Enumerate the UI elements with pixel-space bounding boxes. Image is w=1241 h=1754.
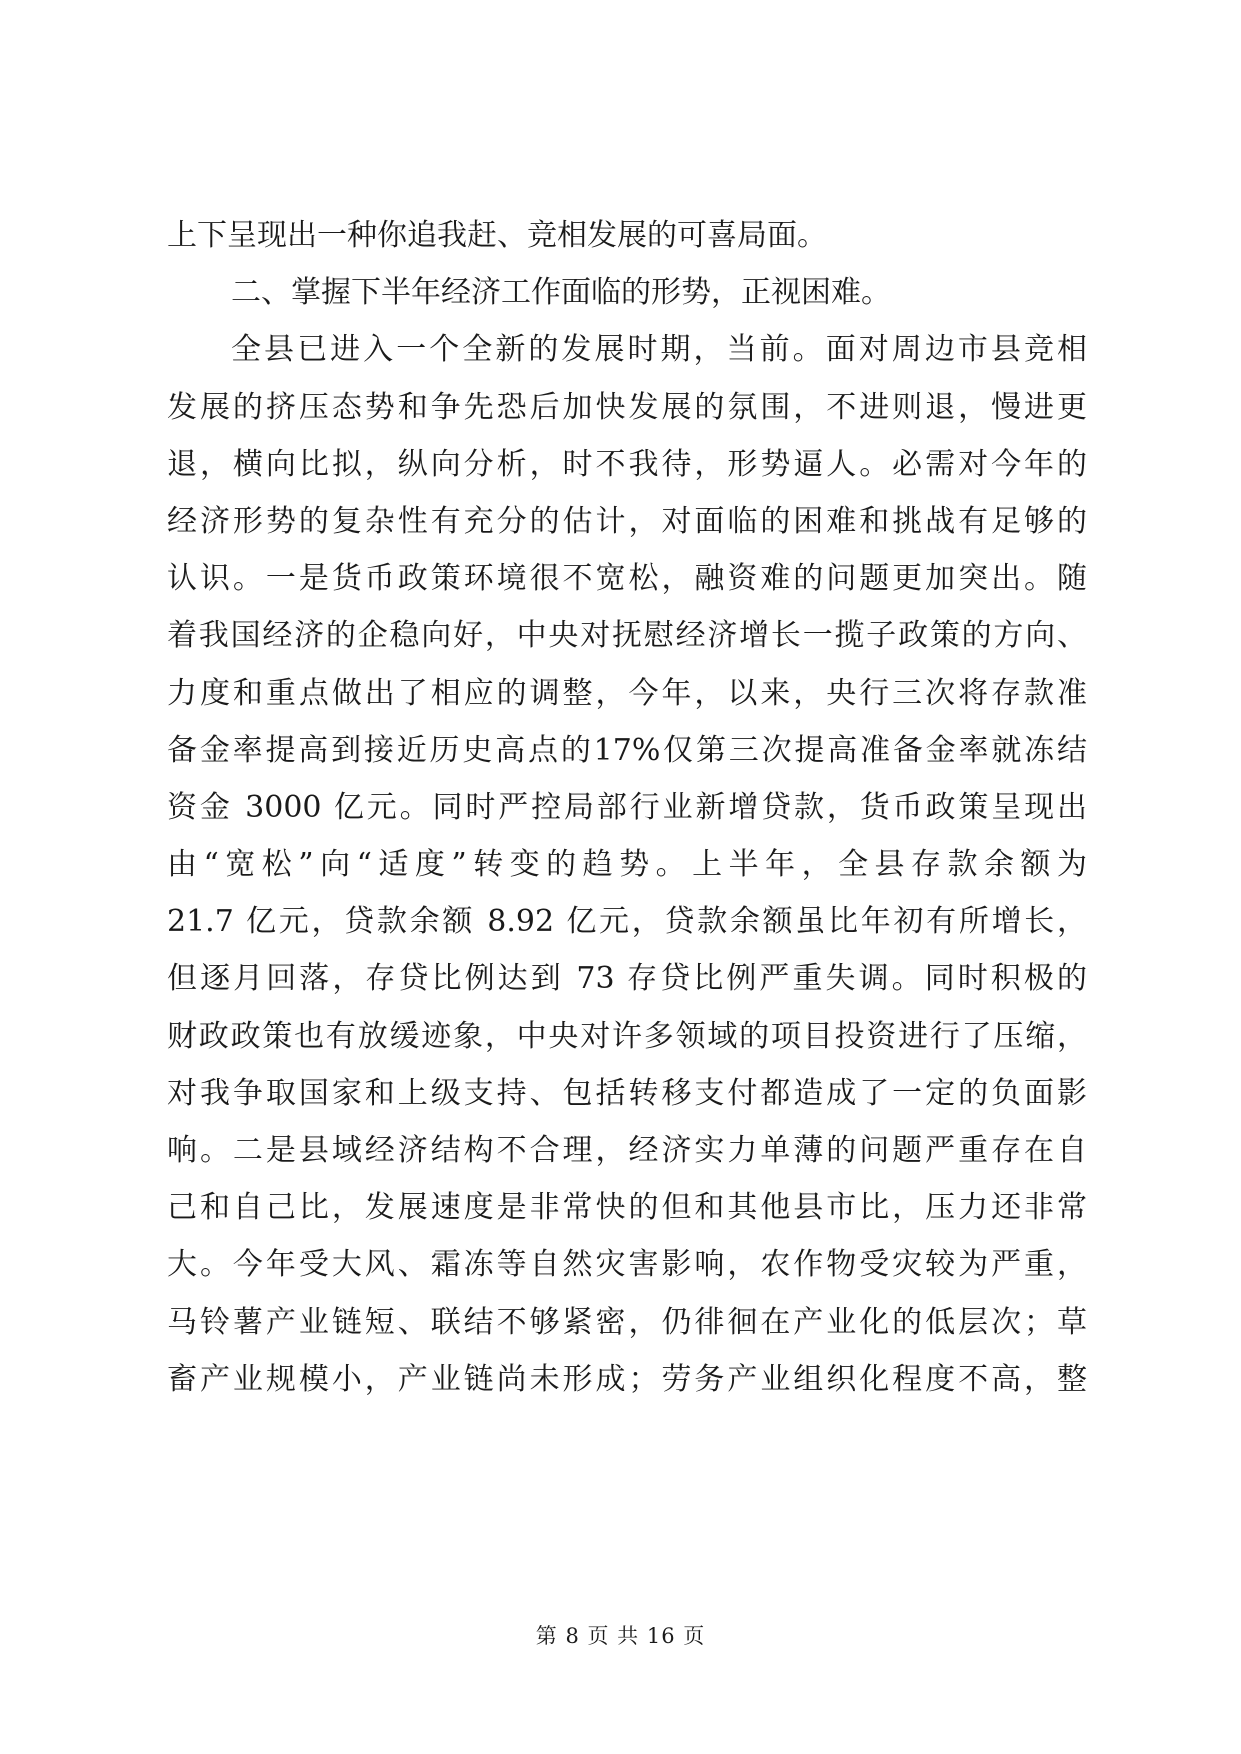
text-line: 财政政策也有放缓迹象，中央对许多领域的项目投资进行了压缩， <box>167 1018 1087 1054</box>
text-line: 备金率提高到接近历史高点的17%仅第三次提高准备金率就冻结 <box>167 732 1087 768</box>
text-line: 力度和重点做出了相应的调整，今年，以来，央行三次将存款准 <box>167 675 1087 711</box>
page-number-footer: 第 8 页 共 16 页 <box>535 1624 706 1648</box>
body-text <box>167 207 1087 1408</box>
text-line: 发展的挤压态势和争先恐后加快发展的氛围，不进则退，慢进更 <box>167 389 1087 425</box>
text-line: 上下呈现出一种你追我赶、竞相发展的可喜局面。 <box>167 218 827 253</box>
text-line: 由“宽松”向“适度”转变的趋势。上半年，全县存款余额为 <box>167 847 1087 883</box>
text-line: 21.7 亿元，贷款余额 8.92 亿元，贷款余额虽比年初有所增长， <box>167 904 1087 940</box>
text-line: 对我争取国家和上级支持、包括转移支付都造成了一定的负面影 <box>167 1075 1087 1111</box>
section-heading: 二、掌握下半年经济工作面临的形势，正视困难。 <box>231 275 891 311</box>
text-line: 全县已进入一个全新的发展时期，当前。面对周边市县竞相 <box>231 332 1087 368</box>
text-line: 大。今年受大风、霜冻等自然灾害影响，农作物受灾较为严重， <box>167 1247 1087 1283</box>
text-line: 己和自己比，发展速度是非常快的但和其他县市比，压力还非常 <box>167 1190 1087 1226</box>
text-line: 经济形势的复杂性有充分的估计，对面临的困难和挑战有足够的 <box>167 503 1087 539</box>
text-line: 响。二是县域经济结构不合理，经济实力单薄的问题严重存在自 <box>167 1133 1087 1168</box>
text-line: 但逐月回落，存贷比例达到 73 存贷比例严重失调。同时积极的 <box>167 961 1087 997</box>
text-line: 着我国经济的企稳向好，中央对抚慰经济增长一揽子政策的方向、 <box>167 618 1087 654</box>
text-line: 认识。一是货币政策环境很不宽松，融资难的问题更加突出。随 <box>167 561 1087 597</box>
text-line: 退，横向比拟，纵向分析，时不我待，形势逼人。必需对今年的 <box>167 446 1087 482</box>
text-line: 资金 3000 亿元。同时严控局部行业新增贷款，货币政策呈现出 <box>167 789 1087 825</box>
text-line: 马铃薯产业链短、联结不够紧密，仍徘徊在产业化的低层次；草 <box>167 1304 1087 1340</box>
text-line: 畜产业规模小，产业链尚未形成；劳务产业组织化程度不高，整 <box>167 1361 1087 1397</box>
